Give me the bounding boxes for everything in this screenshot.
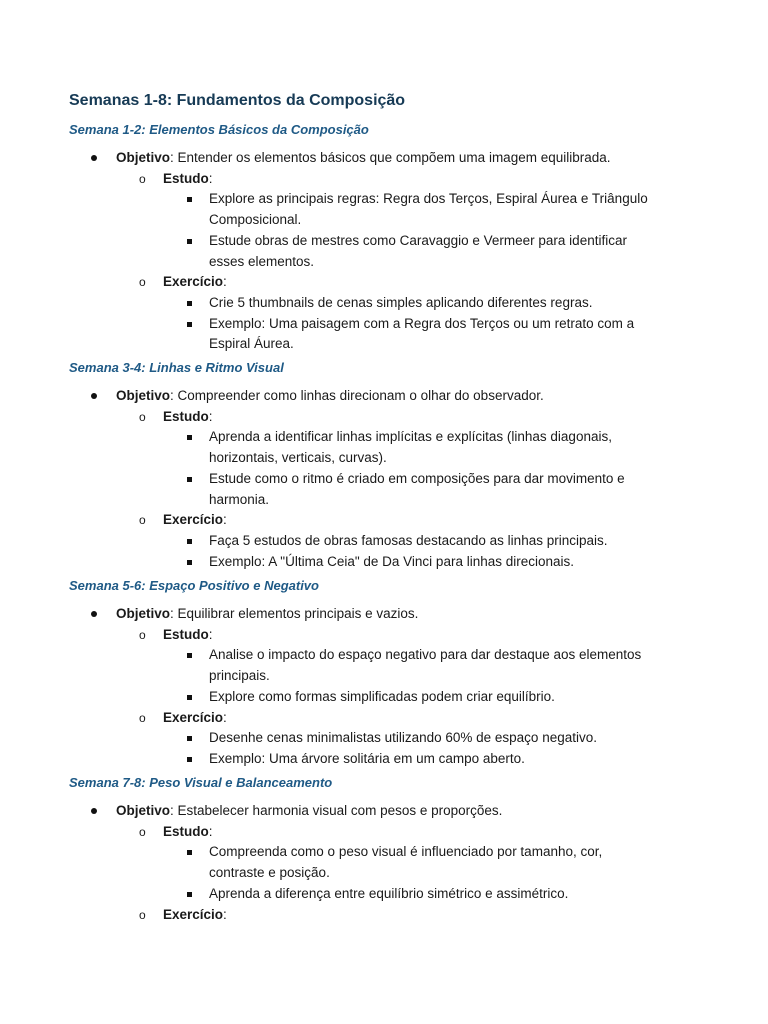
list-item-text: Estude como o ritmo é criado em composições para dar movimento e [209,470,625,486]
bullet-circle-icon: o [139,627,146,642]
bullet-square-icon [187,695,192,700]
list-item-text: horizontais, verticais, curvas). [209,450,387,466]
list-item-text: Explore como formas simplificadas podem criar equilíbrio. [209,688,555,704]
list-item-text: Explore as principais regras: Regra dos Terços, Espiral Áurea e Triângulo [209,191,648,207]
bullet-circle-icon: o [139,409,146,424]
list-item-text: Exemplo: Uma árvore solitária em um campo aberto. [209,750,525,766]
objetivo-label: Objetivo [116,388,171,403]
bullet-circle-icon: o [139,275,146,290]
bullet-circle-icon: o [139,513,146,528]
bullet-circle-icon: o [139,907,146,922]
bullet-square-icon [187,301,192,306]
objetivo-line [116,386,544,406]
estudo-line [163,169,213,189]
list-item-text: esses elementos. [209,253,315,269]
week-heading: Semana 3-4: Linhas e Ritmo Visual [69,360,284,375]
exercicio-colon: : [223,709,227,725]
list-item-text: harmonia. [209,491,270,507]
exercicio-label: Exercício [163,906,224,922]
estudo-line [163,407,213,427]
bullet-square-icon [187,322,192,327]
list-item-text: Espiral Áurea. [209,336,294,352]
list-item-text: contraste e posição. [209,865,330,881]
objetivo-text: : Entender os elementos básicos que compõem uma imagem equilibrada. [170,150,611,165]
bullet-dot-icon [91,393,97,399]
list-item-text: Analise o impacto do espaço negativo para dar destaque aos elementos [209,647,642,663]
bullet-square-icon [187,653,192,658]
bullet-square-icon [187,435,192,440]
bullet-square-icon [187,892,192,897]
list-item-text: Composicional. [209,212,302,228]
exercicio-line [163,272,227,292]
exercicio-label: Exercício [163,274,224,290]
exercicio-colon: : [223,906,227,922]
exercicio-label: Exercício [163,709,224,725]
list-item-text: Exemplo: A "Última Ceia" de Da Vinci para linhas direcionais. [209,553,575,569]
estudo-colon: : [208,823,213,839]
bullet-square-icon [187,197,192,202]
exercicio-line [163,708,227,728]
estudo-line [163,822,213,842]
week-heading: Semana 1-2: Elementos Básicos da Composição [69,122,369,137]
estudo-line [163,625,213,645]
bullet-circle-icon: o [139,710,146,725]
bullet-square-icon [187,757,192,762]
list-item-text: Desenhe cenas minimalistas utilizando 60% de espaço negativo. [209,730,597,746]
estudo-label: Estudo [163,408,209,424]
exercicio-label: Exercício [163,512,224,528]
objetivo-label: Objetivo [116,150,171,165]
list-item-text: Crie 5 thumbnails de cenas simples aplicando diferentes regras. [209,294,593,310]
bullet-square-icon [187,736,192,741]
bullet-square-icon [187,850,192,855]
estudo-colon: : [208,626,213,642]
bullet-square-icon [187,560,192,565]
objetivo-text: : Equilibrar elementos principais e vazios. [170,606,419,621]
objetivo-line [116,801,502,821]
objetivo-text: : Estabelecer harmonia visual com pesos e proporções. [170,803,503,818]
exercicio-colon: : [223,512,227,528]
list-item-text: Compreenda como o peso visual é influenciado por tamanho, cor, [209,844,603,860]
bullet-dot-icon [91,611,97,617]
bullet-dot-icon [91,155,97,161]
objetivo-text: : Compreender como linhas direcionam o olhar do observador. [170,388,544,403]
objetivo-line [116,604,418,624]
estudo-colon: : [208,408,213,424]
page-title: Semanas 1-8: Fundamentos da Composição [69,92,406,109]
bullet-square-icon [187,539,192,544]
estudo-label: Estudo [163,626,209,642]
week-heading: Semana 7-8: Peso Visual e Balanceamento [69,775,333,790]
week-heading: Semana 5-6: Espaço Positivo e Negativo [69,578,319,593]
objetivo-line [116,148,611,168]
list-item-text: Exemplo: Uma paisagem com a Regra dos Terços ou um retrato com a [209,315,635,331]
exercicio-line [163,510,227,530]
list-item-text: Estude obras de mestres como Caravaggio e Vermeer para identificar [209,232,627,248]
objetivo-label: Objetivo [116,606,171,621]
estudo-colon: : [208,170,213,186]
exercicio-colon: : [223,274,227,290]
exercicio-line [163,905,227,925]
bullet-square-icon [187,239,192,244]
estudo-label: Estudo [163,823,209,839]
bullet-square-icon [187,477,192,482]
objetivo-label: Objetivo [116,803,171,818]
bullet-circle-icon: o [139,171,146,186]
estudo-label: Estudo [163,170,209,186]
list-item-text: Aprenda a identificar linhas implícitas e explícitas (linhas diagonais, [209,429,612,445]
bullet-dot-icon [91,808,97,814]
list-item-text: Aprenda a diferença entre equilíbrio simétrico e assimétrico. [209,885,569,901]
bullet-circle-icon: o [139,824,146,839]
list-item-text: Faça 5 estudos de obras famosas destacando as linhas principais. [209,532,608,548]
list-item-text: principais. [209,668,270,684]
